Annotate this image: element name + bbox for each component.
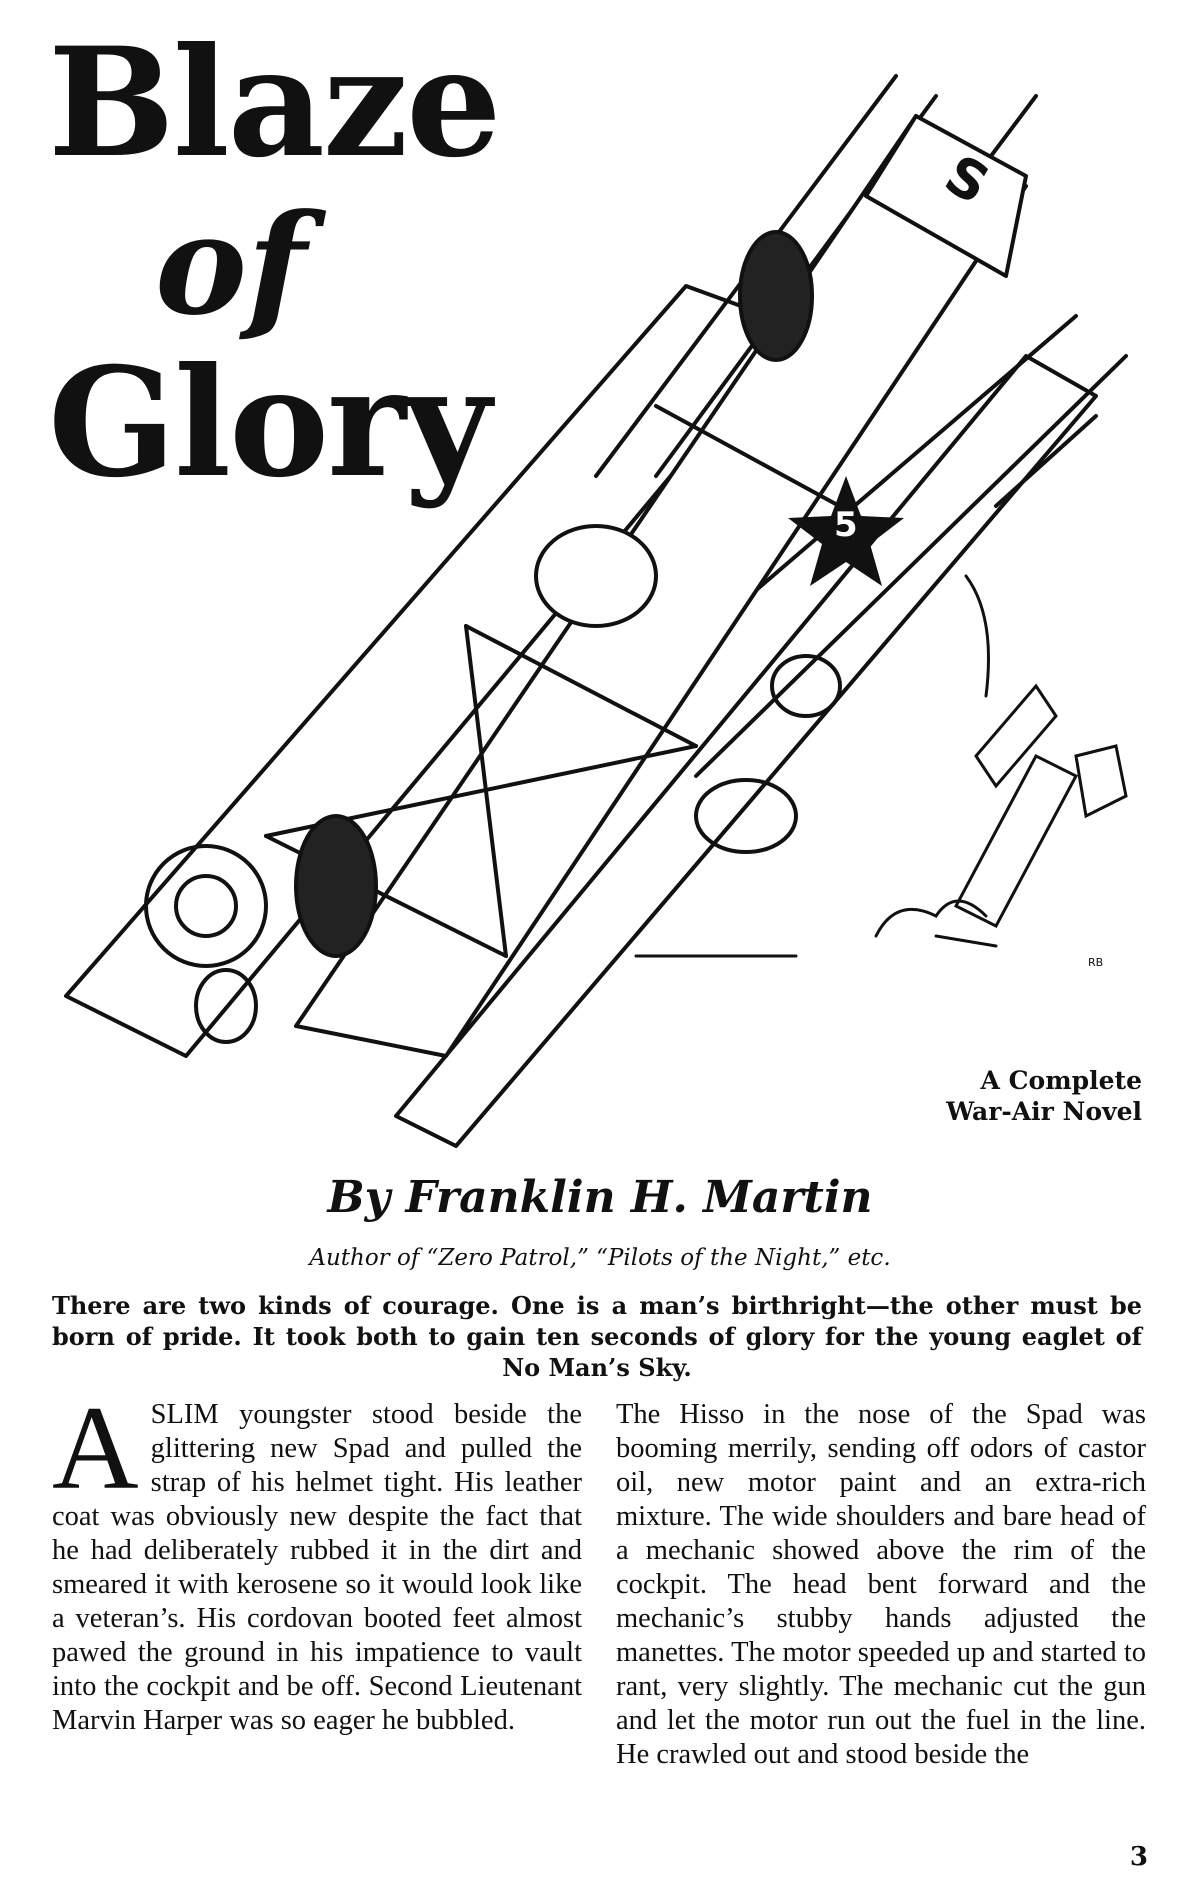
author-credit: Author of “Zero Patrol,” “Pilots of the Night,” etc. bbox=[309, 1245, 891, 1271]
page-number: 3 bbox=[1129, 1842, 1148, 1872]
biplane-illustration bbox=[36, 56, 1156, 1156]
left-column-text: SLIM youngster stood beside the glittering new Spad and pulled the strap of his helmet tight. His leather coat was obviously new despite the fact that he had deliberately rubbed it in the dirt and smeared it with kerosene so it would look like a veteran’s. His cordovan booted feet almost pawed the ground in his impatience to vault into the cockpit and be off. Second Lieutenant Marvin Harper was so eager he bubbled. bbox=[52, 1399, 582, 1736]
artist-initials: RB bbox=[1088, 956, 1104, 969]
subtitle-line-2: War-Air Novel bbox=[946, 1097, 1142, 1126]
plane-number: 5 bbox=[834, 505, 858, 545]
body-column-right bbox=[616, 1398, 1146, 1772]
title-line-2: of bbox=[155, 183, 307, 346]
body-column-left bbox=[52, 1381, 582, 1738]
byline: By Franklin H. Martin bbox=[327, 1172, 873, 1223]
subtitle bbox=[946, 1065, 1142, 1127]
subtitle-line-1: A Complete bbox=[980, 1066, 1142, 1095]
title-line-1: Blaze bbox=[48, 15, 500, 191]
plane-marking-top: S bbox=[934, 142, 1000, 217]
right-column-text: The Hisso in the nose of the Spad was booming merrily, sending off odors of castor oil, new motor paint and an extra-rich mixture. The wide shoulders and bare head of a mechanic showed above the rim of the cockpit. The head bent forward and the mechanic’s stubby hands adjusted the manettes. The motor speeded up and started to rant, very slightly. The mechanic cut the gun and let the motor run out the fuel in the line. He crawled out and stood beside the bbox=[616, 1399, 1146, 1770]
story-blurb: There are two kinds of courage. One is a man’s birthright—the other must be born of pride. It took both to gain ten seconds of glory for the young eaglet of No Man’s Sky. bbox=[52, 1291, 1142, 1382]
title-line-3: Glory bbox=[48, 335, 490, 511]
drop-cap: A bbox=[52, 1381, 139, 1514]
